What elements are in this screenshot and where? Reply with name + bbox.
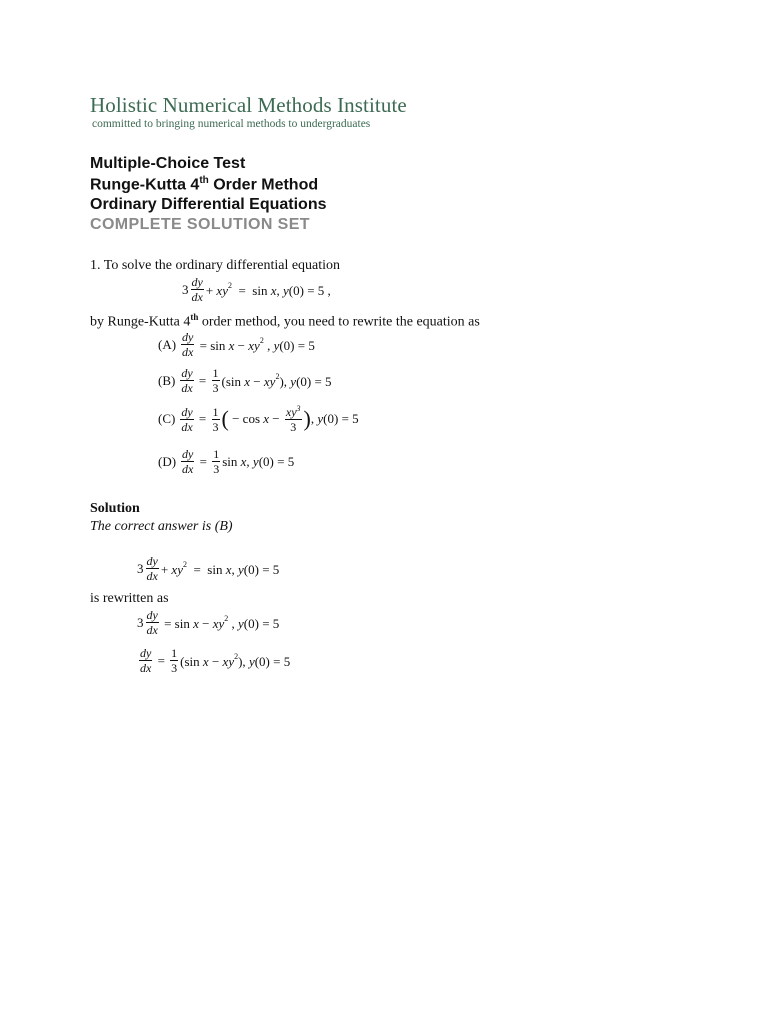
title-multiple-choice: Multiple-Choice Test — [90, 155, 246, 172]
solution-equation-original: 3 $\frac{dy}{dx}$ + $xy^2 = \sin x$, y(0) = 5 — [137, 554, 280, 583]
title-method: Runge-Kutta 4th Order Method — [90, 175, 319, 194]
solution-rewritten-text: is rewritten as — [90, 591, 169, 606]
solution-answer: The correct answer is (B) — [90, 519, 233, 534]
institute-tagline: committed to bringing numerical methods to undergraduates — [92, 118, 371, 130]
title-topic: Ordinary Differential Equations — [90, 196, 327, 213]
title-solution-set: COMPLETE SOLUTION SET — [90, 216, 310, 233]
option-a[interactable]: (A) $\frac{dy}{dx}$ = $\sin x - xy^2$ , y(0) = 5 — [158, 330, 315, 359]
institute-name: Holistic Numerical Methods Institute — [90, 93, 407, 117]
solution-equation-step1: 3 $\frac{dy}{dx}$ = $\sin x - xy^2$ , y(0) = 5 — [137, 608, 280, 637]
question-intro: 1. To solve the ordinary differential equation — [90, 258, 341, 273]
solution-heading: Solution — [90, 501, 140, 516]
option-d[interactable]: (D) $\frac{dy}{dx}$ = $\frac{1}{3}$ sin x, y(0) = 5 — [158, 447, 295, 476]
solution-equation-step2: $\frac{dy}{dx}$ = $\frac{1}{3}$ (sin $x - xy^2$), y(0) = 5 — [140, 646, 291, 675]
option-b[interactable]: (B) $\frac{dy}{dx}$ = $\frac{1}{3}$ (sin $x - xy^2$), y(0) = 5 — [158, 366, 332, 395]
question-rewrite-text: by Runge-Kutta 4th order method, you need to rewrite the equation as — [90, 312, 480, 330]
question-equation: 3 $\frac{dy}{dx}$ + $xy^2 = \sin x$, y(0) = 5 , — [182, 275, 331, 304]
option-c[interactable]: (C) $\frac{dy}{dx}$ = $\frac{1}{3}$ ( − cos x − $\frac{xy^3}{3}$ ) , y(0) = 5 — [158, 404, 359, 434]
